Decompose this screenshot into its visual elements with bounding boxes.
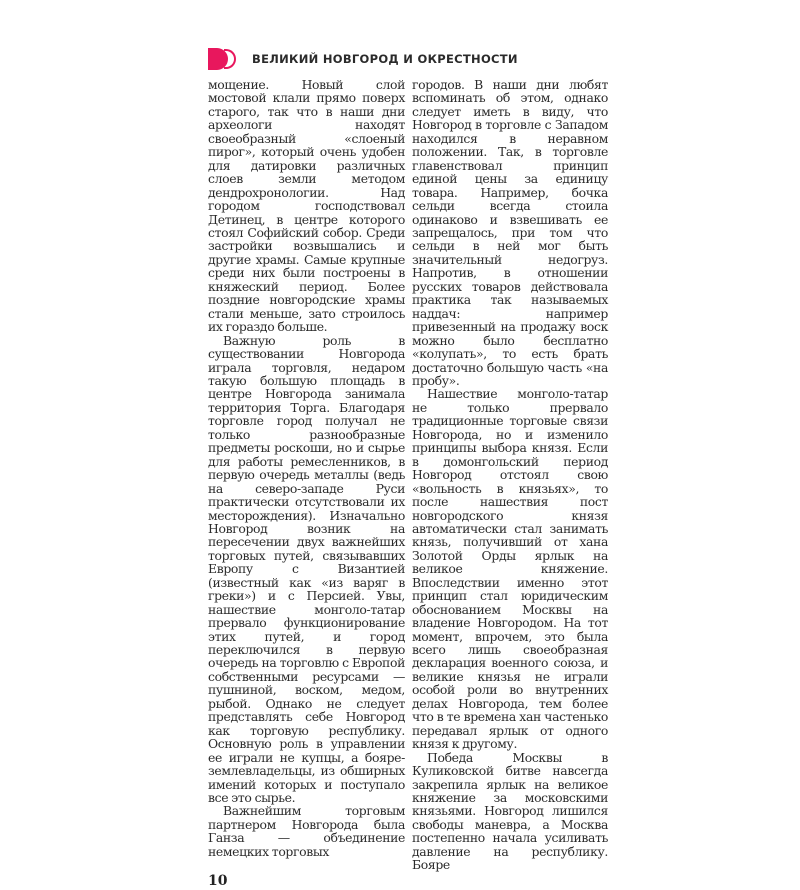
section-marker-icon (208, 48, 238, 70)
chapter-title: ВЕЛИКИЙ НОВГОРОД И ОКРЕСТНОСТИ (252, 52, 518, 66)
paragraph: мощение. Новый слой мостовой клали прямо поверх старого, так что в наши дни археологи находят своеобразный «слоеный пирог», который очень удобен для датировки различных слоев земли методом дендрохронологии. Над городом господствовал Детинец, в центре которого стоял Софийский собор. Среди застройки возвышались и другие храмы. Самые крупные среди них были построены в княжеский период. Более поздние новгородские храмы стали меньше, зато строилось их гораздо больше. (208, 77, 405, 335)
page-number: 10 (208, 873, 228, 890)
paragraph: Нашествие монголо-татар не только прервало традиционные торговые связи Новгорода, но и изменило принципы выбора князя. Если в домонгольский период Новгород отстоял свою «вольность в князьях», то после нашествия пост новгородского князя автоматически стал занимать князь, получивший от хана Золотой Орды ярлык на великое княжение. Впоследствии именно этот принцип стал юридическим обоснованием Москвы на владение Новгородом. На тот момент, впрочем, это была всего лишь своеобразная декларация военного союза, и великие князья не играли особой роли во внутренних делах Новгорода, тем более что в те времена хан частенько передавал ярлык от одного князя к другому. (412, 386, 608, 752)
paragraph: Победа Москвы в Куликовской битве навсегда закрепила ярлык на великое княжение за московскими князьями. Новгород лишился свободы маневра, а Москва постепенно начала усиливать давление на республику. Бояре (412, 749, 608, 873)
running-header (208, 48, 518, 70)
text-column-right (412, 78, 608, 872)
paragraph: Важнейшим торговым партнером Новгорода была Ганза — объединение немецких торговых (208, 803, 405, 859)
paragraph: Важную роль в существовании Новгорода играла торговля, недаром такую большую площадь в центре Новгорода занимала территория Торга. Благодаря торговле город получал не только разнообразные предметы роскоши, но и сырье для работы ремесленников, в первую очередь металлы (ведь на северо-западе Руси практически отсутствовали их месторождения). Изначально Новгород возник на пересечении двух важнейших торговых путей, связывавших Европу с Византией (известный как «из варяг в греки») и с Персией. Увы, нашествие монголо-татар прервало функционирование этих путей, и город переключился в первую очередь на торговлю с Европой собственными ресурсами — пушниной, воском, медом, рыбой. Однако не следует представлять себе Новгород как торговую республику. Основную роль в управлении ее играли не купцы, а бояре-землевладельцы, из обширных имений которых и поступало все это сырье. (208, 332, 405, 806)
text-column-left (208, 78, 405, 890)
paragraph: городов. В наши дни любят вспоминать об этом, однако следует иметь в виду, что Новгород в торговле с Западом находился в неравном положении. Так, в торговле главенствовал принцип единой цены за единицу товара. Например, бочка сельди всегда стоила одинаково и взвешивать ее запрещалось, при том что сельди в ней мог быть значительный недогруз. Напротив, в отношении русских товаров действовала практика так называемых наддач: например привезенный на продажу воск можно было бесплатно «колупать», то есть брать достаточно большую часть «на пробу». (412, 77, 608, 388)
text-columns (208, 78, 608, 890)
